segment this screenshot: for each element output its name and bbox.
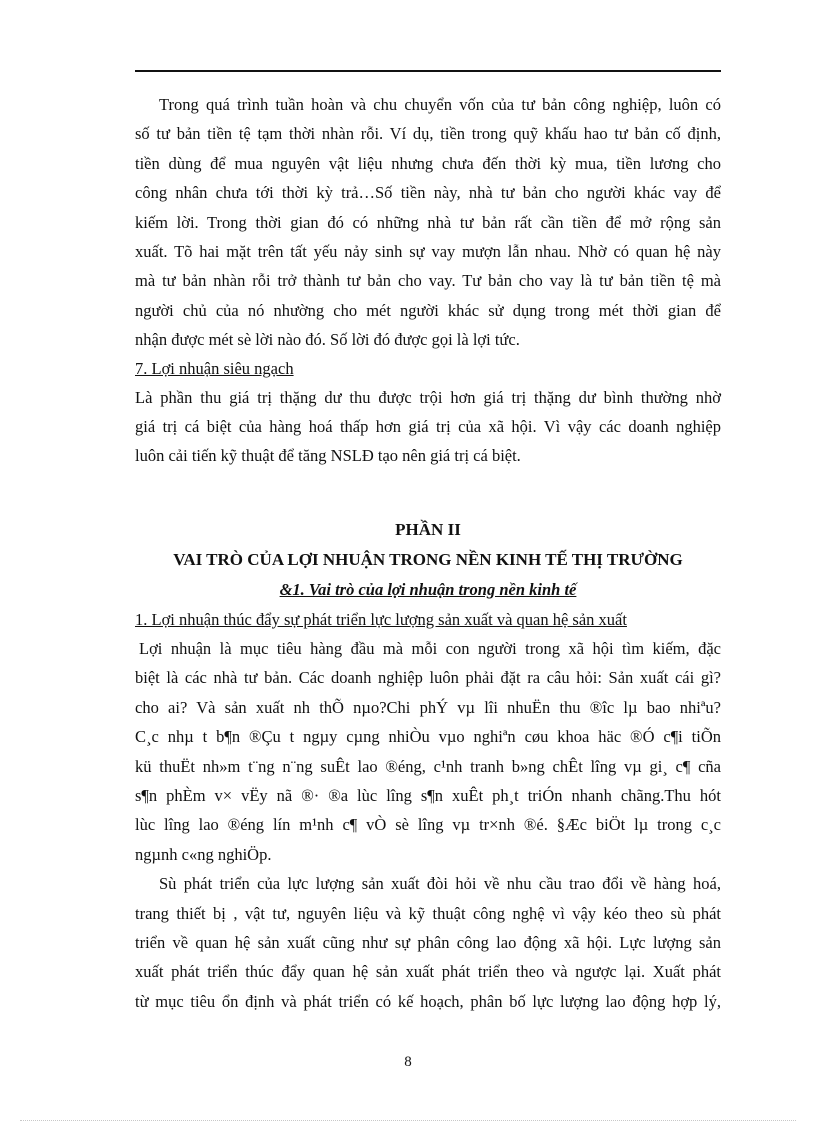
- text-line: Sù phát triển của lực lượng sản xuất đòi hỏi về nhu cầu trao đổi về hàng hoá,: [159, 874, 721, 894]
- text-line: mà tư bản nhàn rỗi trở thành tư bản cho vay. Tư bản cho vay là tư bản tiền tệ mà: [135, 271, 721, 291]
- paragraph-superprofit: [135, 383, 721, 471]
- text-line: kiếm lời. Trong thời gian đó có những nhà tư bản rất cần tiền để mở rộng sản: [135, 212, 721, 232]
- page-number: 8: [404, 1054, 412, 1070]
- heading-text: 1. Lợi nhuận thúc đẩy sự phát triển lực lượng sản xuất và quan hệ sản xuất: [135, 609, 627, 629]
- text-line: cho ai? Và sản xuất nh thÕ nµo?Chi phÝ vµ lîi nhuËn thu ®îc lµ bao nhiªu?: [135, 697, 721, 717]
- text-line: lùc lîng lao ®éng lín m¹nh c¶ vÒ sè lîng vµ tr×nh ®é. §Æc biÖt lµ trong c¸c: [135, 815, 721, 835]
- text-line: công nhân chưa tới thời kỳ trả…Số tiền này, nhà tư bản cho người khác vay để: [135, 183, 721, 203]
- text-line: Trong quá trình tuần hoàn và chu chuyển vốn của tư bản công nghiệp, luôn có: [159, 95, 721, 114]
- text-line: kü thuËt nh»m t¨ng n¨ng suÊt lao ®éng, c¹nh tranh b»ng chÊt lîng vµ gi¸ c¶ cña: [135, 756, 721, 776]
- text-line: giá trị cá biệt của hàng hoá thấp hơn giá trị của xã hội. Vì vậy các doanh nghiệp: [135, 417, 721, 437]
- part-heading: PHẦN II: [395, 519, 461, 539]
- section-heading: &1. Vai trò của lợi nhuận trong nền kinh tế: [279, 579, 577, 599]
- heading-superprofit: [135, 355, 721, 383]
- text-line: Lợi nhuận là mục tiêu hàng đầu mà mỗi con người trong xã hội tìm kiếm, đặc: [139, 638, 721, 658]
- text-line: biệt là các nhà tư bản. Các doanh nghiệp luôn phải đặt ra câu hỏi: Sản xuất cái gì?: [135, 668, 721, 688]
- text-line: tiền dùng để mua nguyên vật liệu nhưng chưa đến thời kỳ mua, tiền lương cho: [135, 153, 721, 173]
- text-line: số tư bản tiền tệ tạm thời nhàn rỗi. Ví dụ, tiền trong quỹ khấu hao tư bản cố định,: [135, 124, 721, 144]
- text-line: Là phần thu giá trị thặng dư thu được trội hơn giá trị thặng dư bình thường nhờ: [135, 387, 721, 407]
- text-line: luôn cải tiến kỹ thuật để tăng NSLĐ tạo nên giá trị cá biệt.: [135, 446, 521, 466]
- text-line: nhận được mét sè lời nào đó. Số lời đó được gọi là lợi tức.: [135, 330, 520, 350]
- text-line: trang thiết bị , vật tư, nguyên liệu và kỹ thuật công nghệ vì vậy kéo theo sù phát: [135, 903, 721, 923]
- text-line: s¶n phÈm v× vËy nã ®· ®a lùc lîng s¶n xuÊt ph¸t triÓn nhanh chãng.Thu hót: [135, 785, 721, 805]
- header-rule: [135, 70, 721, 72]
- text-line: từ mục tiêu ổn định và phát triển có kế hoạch, phân bố lực lượng lao động hợp lý,: [135, 991, 721, 1011]
- text-line: xuất. Tõ hai mặt trên tất yếu nảy sinh sự vay mượn lẫn nhau. Nhờ có quan hệ này: [135, 242, 721, 262]
- paragraph-profit-goal: [135, 634, 721, 869]
- heading-text: 7. Lợi nhuận siêu ngạch: [135, 358, 294, 378]
- page-boundary-line: [20, 1120, 796, 1121]
- part-title: VAI TRÒ CỦA LỢI NHUẬN TRONG NỀN KINH TẾ THỊ TRƯỜNG: [173, 549, 683, 569]
- text-line: C¸c nhµ t b¶n ®Çu t ngµy cµng nhiÒu vµo nghiªn cøu khoa häc ®Ó c¶i tiÕn: [135, 727, 721, 747]
- heading-productive-forces: [135, 606, 721, 634]
- page-content: [135, 90, 721, 1016]
- text-line: triển về quan hệ sản xuất cũng như sự phân công lao động xã hội. Lực lượng sản: [135, 932, 721, 952]
- text-line: người chủ của nó nhường cho mét người khác sử dụng trong mét thời gian để: [135, 300, 721, 320]
- paragraph-interest: [135, 90, 721, 355]
- text-line: ngµnh c«ng nghiÖp.: [135, 844, 272, 864]
- text-line: xuất phát triển thúc đẩy quan hệ sản xuất phát triển theo và ngược lại. Xuất phát: [135, 962, 721, 982]
- paragraph-development: [135, 869, 721, 1016]
